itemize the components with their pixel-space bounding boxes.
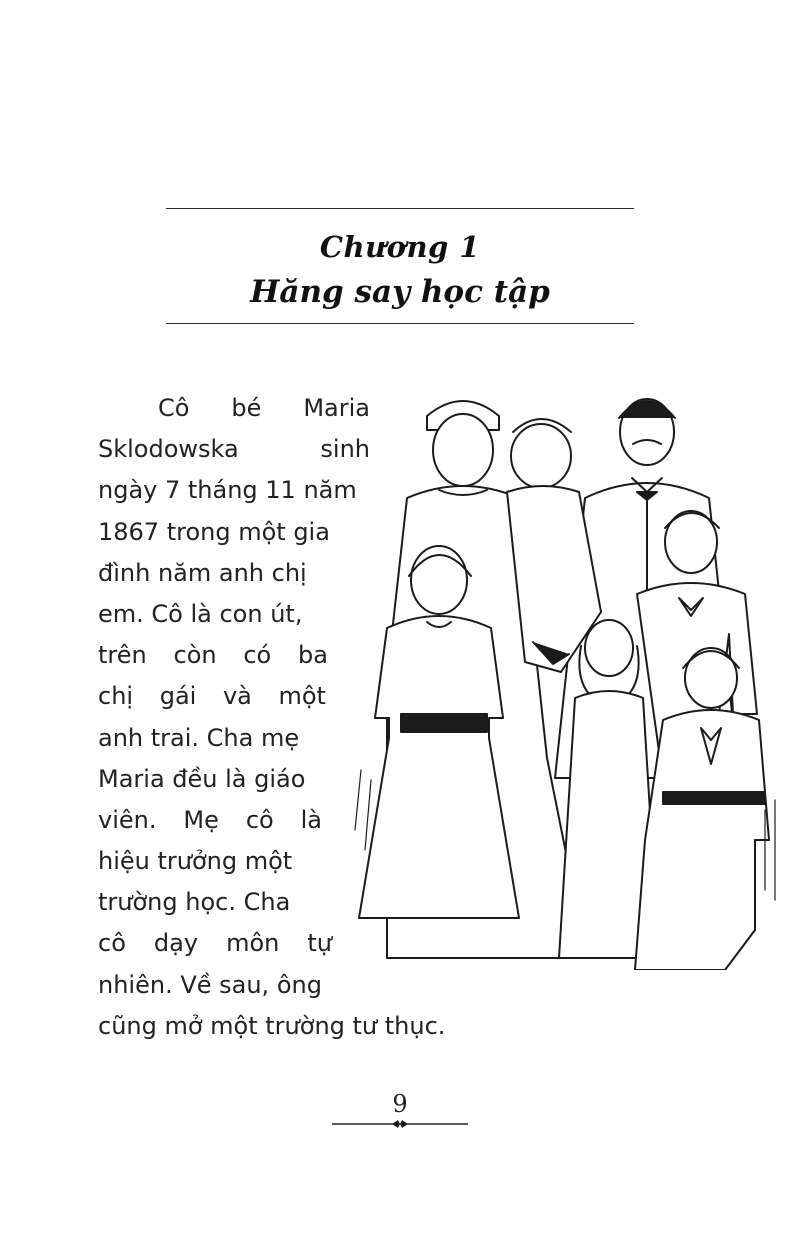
body-word: bé [231, 394, 262, 422]
body-word: Mẹ [183, 805, 219, 834]
body-line [98, 635, 328, 676]
body-word: môn [226, 929, 280, 958]
body-line [98, 923, 332, 964]
body-line [98, 1006, 458, 1047]
top-divider [166, 208, 634, 209]
body-word: tự [307, 929, 332, 958]
toddler-figure [507, 419, 601, 672]
page-number-ornament [330, 1118, 470, 1130]
body-word: viên. [98, 805, 157, 834]
page-number: 9 [392, 1090, 408, 1118]
body-line [98, 512, 350, 553]
body-word: cô [245, 805, 274, 834]
body-line [98, 965, 368, 1006]
body-word: Cô [158, 394, 190, 422]
body-word: dạy [153, 929, 199, 958]
body-word: nhiên. Về sau, ông [98, 970, 322, 999]
body-line [98, 759, 366, 800]
body-word: hiệu trưởng một [98, 847, 293, 876]
body-word: 1867 trong một gia [98, 517, 330, 546]
body-word: một [278, 682, 326, 711]
body-word: anh trai. Cha mẹ [98, 723, 300, 752]
body-line [98, 553, 318, 594]
body-word: Maria đều là giáo [98, 764, 306, 793]
body-word: em. Cô là con út, [98, 599, 303, 628]
body-line [98, 718, 330, 759]
body-word: đình năm anh chị [98, 558, 307, 587]
body-word: là [300, 805, 322, 834]
body-line [98, 841, 316, 882]
body-word: Maria [303, 394, 370, 422]
body-word: Sklodowska [98, 435, 239, 464]
body-word: chị [98, 682, 134, 711]
body-word: sinh [320, 435, 370, 464]
body-word: có [243, 641, 272, 670]
body-line [98, 470, 362, 511]
body-word: ngày 7 tháng 11 năm [98, 476, 357, 505]
chapter-number: Chương 1 [319, 230, 481, 264]
body-word: gái [159, 682, 197, 711]
body-line [98, 800, 322, 841]
body-word: ba [298, 641, 328, 670]
chapter-title: Hăng say học tập [250, 274, 550, 310]
body-word: cô [98, 929, 126, 958]
body-word: còn [173, 641, 217, 670]
body-line [98, 676, 326, 717]
body-word: cũng mở một trường tư thục. [98, 1011, 446, 1040]
body-line [98, 882, 312, 923]
body-word: trường học. Cha [98, 888, 291, 917]
body-line [98, 388, 370, 429]
family-portrait-illustration [345, 380, 785, 970]
bottom-divider [166, 323, 634, 324]
body-word: trên [98, 641, 147, 670]
body-line [98, 429, 370, 470]
body-line [98, 594, 322, 635]
body-word: và [222, 682, 252, 711]
